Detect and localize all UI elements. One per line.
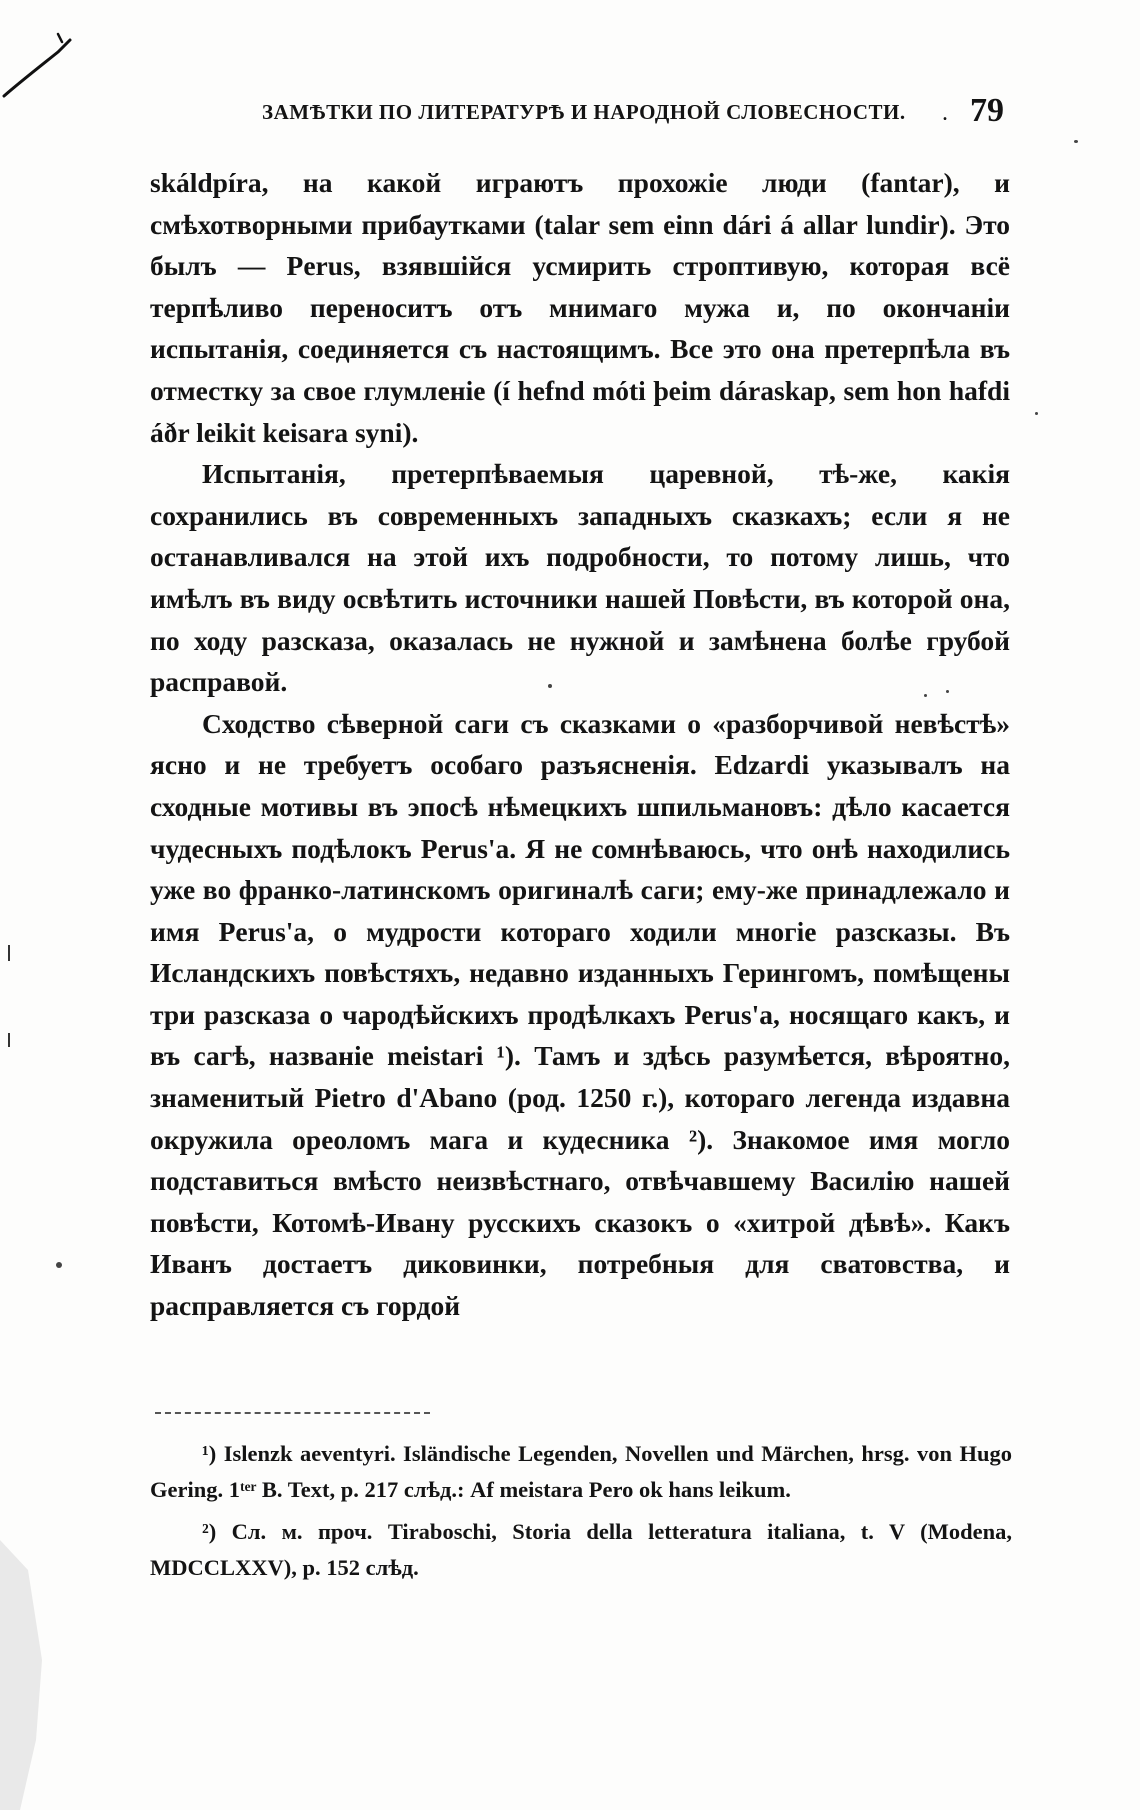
speck bbox=[1035, 412, 1038, 415]
footnote-1 bbox=[150, 1436, 1012, 1508]
speck bbox=[548, 684, 552, 688]
footnote-separator bbox=[155, 1412, 430, 1414]
footnote-2 bbox=[150, 1514, 1012, 1586]
margin-tick bbox=[8, 1033, 10, 1047]
footnote-mark: ¹) bbox=[202, 1441, 217, 1466]
paragraph-resemblance: Сходство сѣверной саги съ сказками о «разборчивой невѣстѣ» ясно и не требуетъ особаго разъясненія. Edzardi указывалъ на сходные мотивы въ эпосѣ нѣмецкихъ шпильмановъ: дѣло касается чудесныхъ подѣлокъ Perus'а. Я не сомнѣваюсь, что онѣ находились уже во франко-латинскомъ оригиналѣ саги; ему-же принадлежало и имя Perus'а, о мудрости котораго ходили многіе разсказы. Въ Исландскихъ повѣстяхъ, недавно изданныхъ Герингомъ, помѣщены три разсказа о чародѣйскихъ продѣлкахъ Perus'а, носящаго какъ, и въ сагѣ, названіе meistari ¹). Тамъ и здѣсь разумѣется, вѣроятно, знаменитый Pietro d'Abano (род. 1250 г.), котораго легенда издавна окружила ореоломъ мага и кудесника ²). Знакомое имя могло подставиться вмѣсто неизвѣстнаго, отвѣчавшему Василію нашей повѣсти, Котомѣ-Ивану русскихъ сказокъ о «хитрой дѣвѣ». Какъ Иванъ достаетъ диковинки, потребныя для сватовства, и расправляется съ гордой bbox=[150, 707, 1010, 1322]
paragraph-continued: skáldpíra, на какой играютъ прохожіе люди (fantar), и смѣхотворными прибаутками (talar sem einn dári á allar lundir). Это былъ — Perus, взявшійся усмирить строптивую, которая всё терпѣливо переноситъ отъ мнимаго мужа и, по окончаніи испытанія, соединяется съ настоящимъ. Все это она претерпѣла въ отместку за свое глумленіе (í hefnd móti þeim dáraskap, sem hon hafdi áðr leikit keisara syni). bbox=[150, 167, 1010, 448]
paragraph-trials: Испытанія, претерпѣваемыя царевной, тѣ-же, какія сохранились въ современныхъ западныхъ сказкахъ; если я не останавливался на этой ихъ подробности, то потому лишь, что имѣлъ въ виду освѣтить источники нашей Повѣсти, въ которой она, по ходу разсказа, оказалась не нужной и замѣнена болѣе грубой расправой. bbox=[150, 458, 1010, 698]
margin-dot bbox=[56, 1262, 62, 1268]
running-title: ЗАМѢТКИ ПО ЛИТЕРАТУРѢ И НАРОДНОЙ СЛОВЕСНОСТИ. bbox=[262, 100, 906, 124]
margin-tick bbox=[8, 945, 10, 961]
footnote-text: Islenzk aeventyri. Isländische Legenden, Novellen und Märchen, hrsg. von Hugo Gering. 1ᵗᵉʳ B. Text, p. 217 слѣд.: Af meistara Pero ok hans leikum. bbox=[150, 1441, 1012, 1502]
footnote-mark: ²) bbox=[202, 1519, 217, 1544]
speck bbox=[1074, 140, 1078, 143]
footnote-text: Сл. м. проч. Tiraboschi, Storia della letteratura italiana, t. V (Modena, MDCCLXXV), p. 152 слѣд. bbox=[150, 1519, 1012, 1580]
folio-dot: . bbox=[942, 100, 948, 126]
pencil-mark-icon bbox=[0, 0, 80, 110]
main-text bbox=[150, 162, 1010, 1327]
page-number: 79 bbox=[970, 92, 1004, 129]
speck bbox=[946, 690, 949, 693]
speck bbox=[924, 694, 927, 697]
footnotes bbox=[150, 1436, 1012, 1592]
scan-smudge bbox=[0, 1540, 90, 1810]
